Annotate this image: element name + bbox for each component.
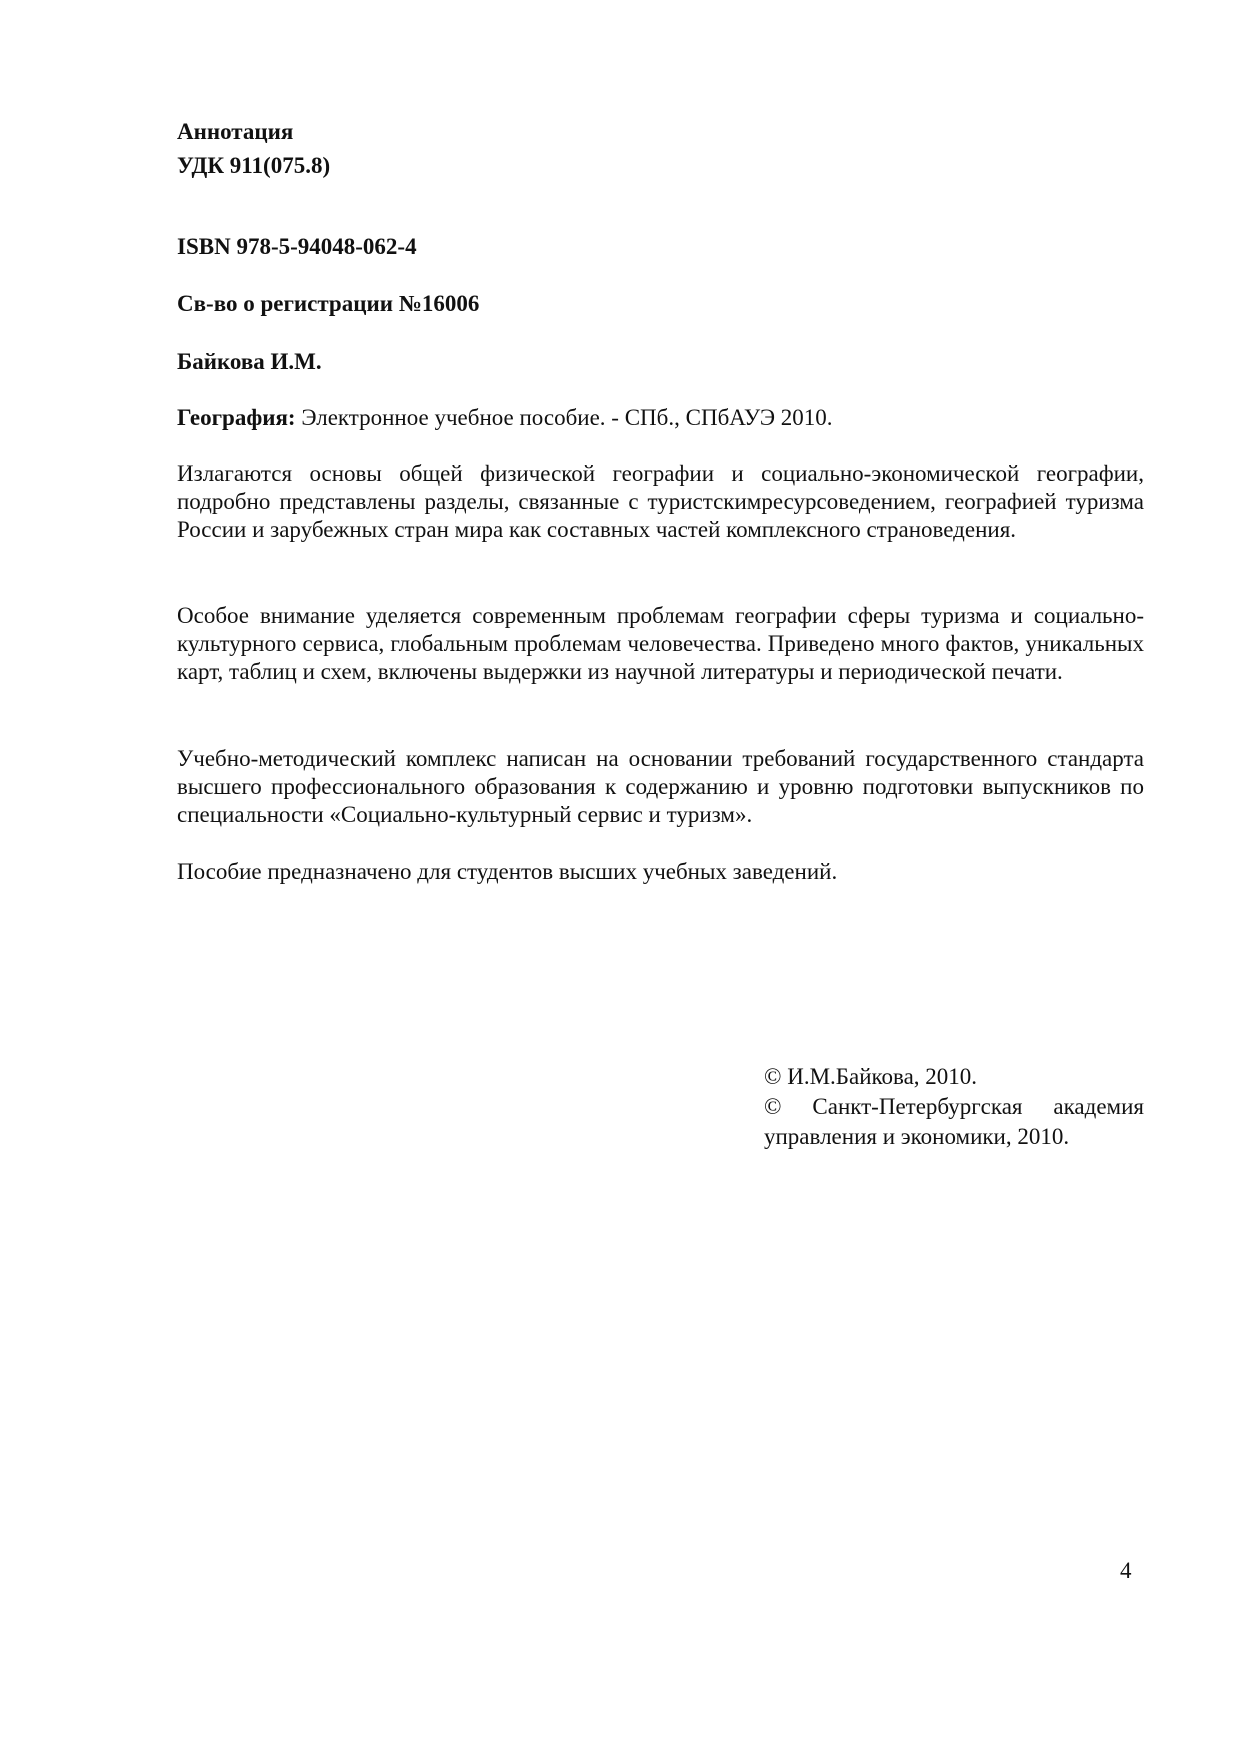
- author-name: Байкова И.М.: [177, 349, 322, 374]
- book-title-line: [177, 404, 1144, 432]
- copyright-academy-cont: управления и экономики, 2010.: [764, 1124, 1070, 1149]
- udk-code: УДК 911(075.8): [177, 153, 331, 178]
- isbn: ISBN 978-5-94048-062-4: [177, 234, 417, 259]
- book-title-description: Электронное учебное пособие. - СПб., СПбАУЭ 2010.: [295, 405, 833, 430]
- annotation-heading: Аннотация: [177, 119, 294, 144]
- book-title-label: География:: [177, 405, 296, 430]
- copyright-author: © И.М.Байкова, 2010.: [764, 1064, 978, 1089]
- abstract-paragraph-4: Пособие предназначено для студентов высших учебных заведений.: [177, 859, 838, 884]
- abstract-paragraph-2: Особое внимание уделяется современным проблемам географии сферы туризма и социально-культурного сервиса, глобальным проблемам человечества. Приведено много фактов, уникальных карт, таблиц и схем, включены выдержки из научной литературы и периодической печати.: [177, 603, 1144, 684]
- abstract-paragraph-1: Излагаются основы общей физической географии и социально-экономической географии, подробно представлены разделы, связанные с туристскимресурсоведением, географией туризма России и зарубежных стран мира как составных частей комплексного страноведения.: [177, 461, 1144, 542]
- page-number: 4: [1120, 1558, 1132, 1583]
- registration-number: Св-во о регистрации №16006: [177, 291, 480, 316]
- abstract-paragraph-3: Учебно-методический комплекс написан на основании требований государственного стандарта высшего профессионального образования к содержанию и уровню подготовки выпускников по специальности «Социально-культурный сервис и туризм».: [177, 746, 1144, 827]
- copyright-block: [764, 1062, 1144, 1152]
- copyright-academy: © Санкт-Петербургская академия: [764, 1094, 1144, 1119]
